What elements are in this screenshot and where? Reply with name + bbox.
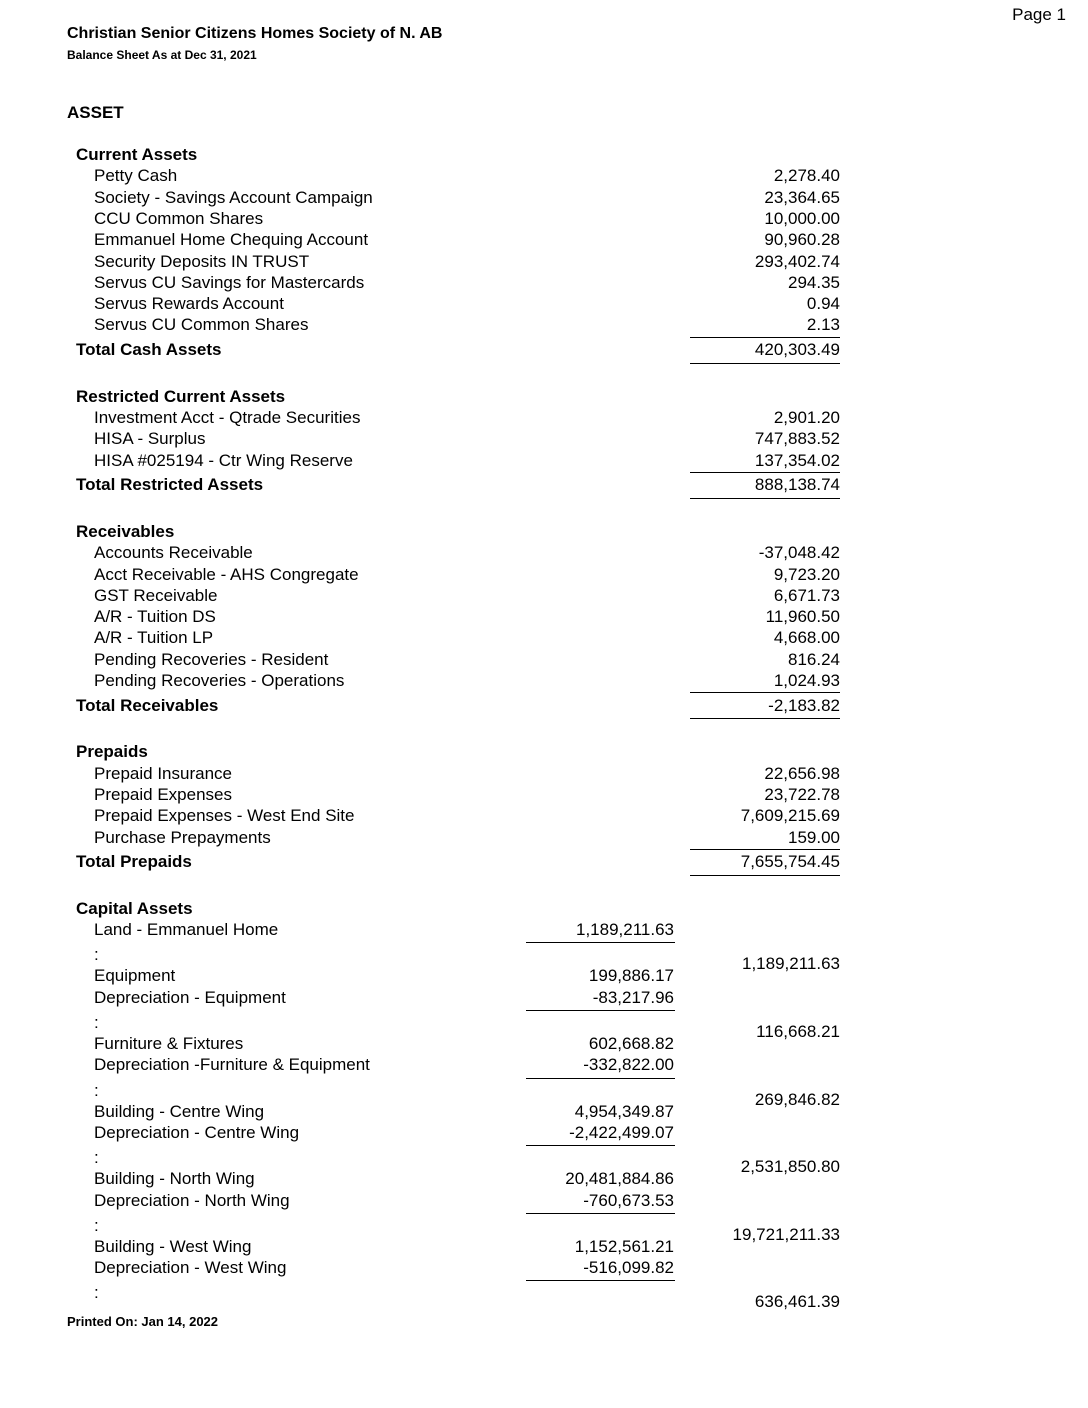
capital-item-label: Depreciation - Centre Wing (94, 1122, 300, 1142)
line-item (0, 805, 1088, 827)
line-item-amount: 1,024.93 (773, 671, 840, 690)
capital-item-label: Depreciation -Furniture & Equipment (94, 1055, 370, 1075)
group-heading (0, 521, 1088, 543)
line-item-amount: 0.94 (806, 294, 840, 314)
line-item (0, 827, 1088, 849)
total-rule-bottom (690, 363, 840, 364)
group-title: Current Assets (76, 145, 198, 164)
line-item-label: Investment Acct - Qtrade Securities (94, 408, 361, 427)
subtotal-label: : (94, 1080, 99, 1100)
subtotal-row (0, 1291, 1088, 1313)
line-item-label: HISA - Surplus (94, 429, 206, 449)
organization-name: Christian Senior Citizens Homes Society of N. AB (67, 25, 443, 42)
group-title: Prepaids (76, 742, 148, 762)
group-heading (0, 741, 1088, 763)
subtotal-label: : (94, 1013, 99, 1032)
line-item-amount: 4,668.00 (773, 628, 840, 648)
line-item (0, 428, 1088, 450)
total-amount: 420,303.49 (754, 340, 840, 360)
total-rule-top (690, 337, 840, 338)
capital-item-label: Depreciation - West Wing (94, 1258, 287, 1278)
line-item-amount: 6,671.73 (773, 585, 840, 605)
total-row (0, 695, 1088, 717)
report-subtitle: Balance Sheet As at Dec 31, 2021 (67, 48, 257, 62)
line-item-amount: 2,901.20 (773, 408, 840, 427)
line-item-amount: 22,656.98 (764, 763, 840, 783)
subtotal-label: : (94, 1283, 99, 1303)
section-title: ASSET (67, 103, 124, 122)
line-item-amount: 10,000.00 (764, 208, 840, 228)
page-number: Page 1 (1012, 5, 1066, 24)
capital-item-label: Depreciation - North Wing (94, 1190, 290, 1210)
line-item-label: GST Receivable (94, 585, 218, 605)
line-item-amount: 9,723.20 (773, 564, 840, 584)
capital-item (0, 965, 1088, 987)
line-item (0, 627, 1088, 649)
line-item-amount: 11,960.50 (765, 607, 840, 627)
line-item (0, 784, 1088, 806)
line-item-amount: 90,960.28 (764, 230, 840, 250)
subtotal-amount: 636,461.39 (754, 1292, 840, 1312)
line-item-label: Prepaid Expenses - West End Site (94, 806, 355, 826)
line-item-label: Society - Savings Account Campaign (94, 187, 373, 207)
capital-item (0, 1257, 1088, 1279)
group-heading (0, 898, 1088, 920)
group-title: Restricted Current Assets (76, 386, 286, 406)
line-item (0, 208, 1088, 230)
group-title: Capital Assets (76, 898, 193, 918)
subtotal-label: : (94, 945, 99, 965)
total-label: Total Receivables (76, 695, 219, 715)
subtotal-rule (526, 1078, 675, 1079)
capital-item-label: Building - North Wing (94, 1169, 255, 1189)
line-item-amount: 294.35 (788, 272, 840, 292)
total-row (0, 851, 1088, 873)
line-item-label: CCU Common Shares (94, 208, 264, 228)
line-item-label: Pending Recoveries - Operations (94, 671, 345, 690)
subtotal-amount: 1,189,211.63 (742, 954, 840, 974)
capital-item-label: Equipment (94, 966, 176, 986)
line-item-label: Servus Rewards Account (94, 294, 284, 314)
total-rule-bottom (690, 718, 840, 719)
group-heading (0, 144, 1088, 166)
line-item-label: Acct Receivable - AHS Congregate (94, 564, 359, 584)
line-item (0, 763, 1088, 785)
line-item (0, 649, 1088, 671)
subtotal-amount: 19,721,211.33 (732, 1224, 840, 1244)
line-item-amount: 23,364.65 (764, 187, 840, 207)
line-item-amount: 293,402.74 (754, 251, 840, 271)
subtotal-rule (526, 1213, 675, 1214)
subtotal-label: : (94, 1148, 99, 1168)
line-item (0, 187, 1088, 209)
line-item-label: Petty Cash (94, 166, 178, 186)
line-item-amount: 137,354.02 (754, 450, 840, 470)
line-item-label: Purchase Prepayments (94, 827, 271, 847)
line-item-amount: 816.24 (788, 649, 840, 669)
capital-item-amount: 4,954,349.87 (574, 1101, 674, 1121)
capital-item-amount: -83,217.96 (592, 987, 674, 1007)
group-title: Receivables (76, 521, 175, 541)
capital-item-amount: 20,481,884.86 (565, 1169, 674, 1189)
line-item-amount: 7,609,215.69 (740, 806, 840, 826)
line-item (0, 670, 1088, 692)
capital-item (0, 919, 1088, 941)
line-item (0, 165, 1088, 187)
line-item (0, 272, 1088, 294)
capital-item-amount: 602,668.82 (588, 1034, 674, 1053)
line-item (0, 450, 1088, 472)
group-heading (0, 386, 1088, 408)
line-item (0, 314, 1088, 336)
total-amount: 888,138.74 (754, 475, 840, 495)
line-item-label: Servus CU Common Shares (94, 315, 309, 335)
line-item-label: A/R - Tuition DS (94, 607, 216, 627)
total-rule-top (690, 692, 840, 693)
subtotal-rule (526, 1010, 675, 1011)
subtotal-amount: 116,668.21 (756, 1022, 840, 1041)
capital-item-amount: 199,886.17 (588, 966, 674, 986)
line-item (0, 407, 1088, 429)
capital-item (0, 1236, 1088, 1258)
capital-item (0, 1054, 1088, 1076)
total-label: Total Restricted Assets (76, 475, 264, 495)
capital-item (0, 1168, 1088, 1190)
subtotal-rule (526, 942, 675, 943)
capital-item (0, 1122, 1088, 1144)
line-item (0, 251, 1088, 273)
subtotal-label: : (94, 1215, 99, 1235)
capital-item-label: Furniture & Fixtures (94, 1034, 244, 1053)
line-item-label: Accounts Receivable (94, 543, 253, 563)
capital-item-amount: -760,673.53 (583, 1190, 674, 1210)
total-label: Total Prepaids (76, 852, 192, 872)
line-item-label: HISA #025194 - Ctr Wing Reserve (94, 450, 353, 470)
capital-item-label: Land - Emmanuel Home (94, 920, 279, 940)
line-item (0, 585, 1088, 607)
line-item-label: Prepaid Expenses (94, 784, 232, 804)
capital-item-amount: 1,152,561.21 (574, 1236, 674, 1256)
subtotal-rule (526, 1280, 675, 1281)
total-rule-bottom (690, 875, 840, 876)
total-rule-bottom (690, 498, 840, 499)
total-amount: 7,655,754.45 (740, 852, 840, 872)
line-item-amount: 159.00 (788, 827, 840, 847)
capital-item-amount: -2,422,499.07 (569, 1122, 674, 1142)
capital-item (0, 1101, 1088, 1123)
line-item-label: Security Deposits IN TRUST (94, 251, 310, 271)
line-item-label: Pending Recoveries - Resident (94, 649, 329, 669)
total-rule-top (690, 472, 840, 473)
line-item-amount: 747,883.52 (754, 429, 840, 449)
capital-item-label: Depreciation - Equipment (94, 987, 286, 1007)
subtotal-amount: 269,846.82 (754, 1089, 840, 1109)
line-item-label: A/R - Tuition LP (94, 628, 214, 648)
capital-item (0, 987, 1088, 1009)
line-item (0, 564, 1088, 586)
capital-item-amount: -332,822.00 (583, 1055, 674, 1075)
line-item (0, 606, 1088, 628)
line-item-amount: 23,722.78 (764, 784, 840, 804)
line-item-amount: -37,048.42 (758, 543, 840, 563)
total-amount: -2,183.82 (768, 695, 840, 715)
capital-item-label: Building - West Wing (94, 1236, 252, 1256)
line-item-label: Prepaid Insurance (94, 763, 232, 783)
line-item-amount: 2,278.40 (773, 166, 840, 186)
total-label: Total Cash Assets (76, 340, 222, 360)
line-item-label: Emmanuel Home Chequing Account (94, 230, 369, 250)
capital-item-amount: 1,189,211.63 (576, 920, 674, 940)
capital-item (0, 1190, 1088, 1212)
line-item-label: Servus CU Savings for Mastercards (94, 272, 365, 292)
capital-item-label: Building - Centre Wing (94, 1101, 265, 1121)
printed-date: Printed On: Jan 14, 2022 (67, 1314, 219, 1329)
capital-item-amount: -516,099.82 (583, 1258, 674, 1278)
line-item (0, 542, 1088, 564)
total-row (0, 339, 1088, 361)
line-item-amount: 2.13 (806, 315, 840, 335)
total-row (0, 474, 1088, 496)
subtotal-amount: 2,531,850.80 (740, 1157, 840, 1177)
line-item (0, 293, 1088, 315)
line-item (0, 229, 1088, 251)
capital-item (0, 1033, 1088, 1055)
total-rule-top (690, 849, 840, 850)
subtotal-rule (526, 1145, 675, 1146)
